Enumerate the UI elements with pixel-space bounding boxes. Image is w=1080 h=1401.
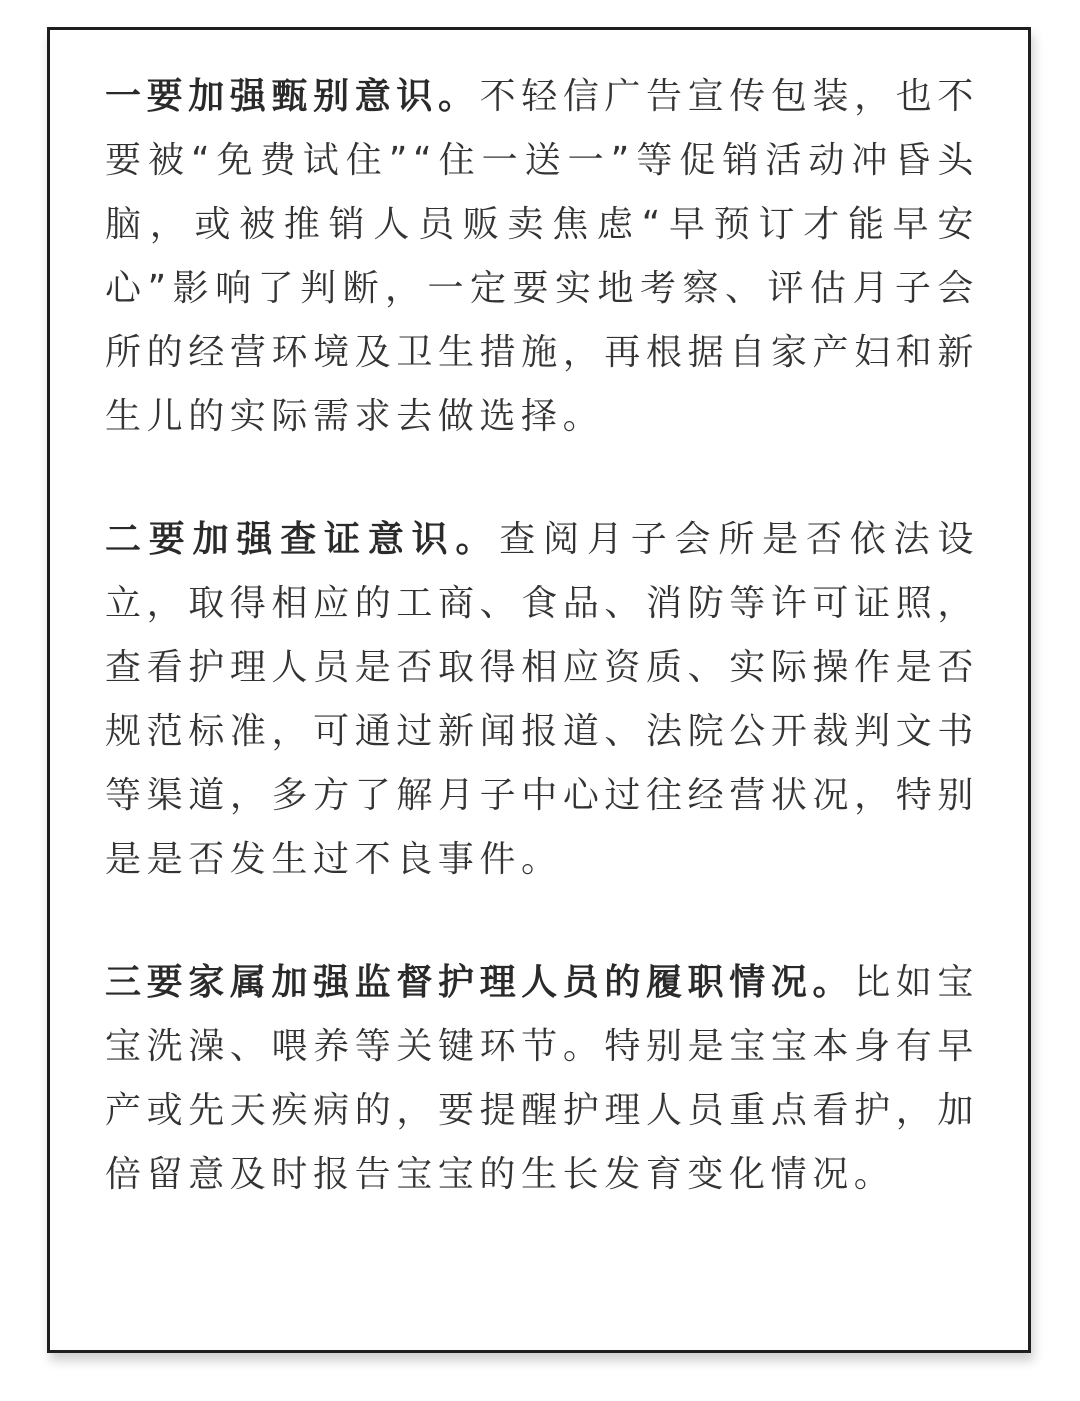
paragraph-3-lead: 三要家属加强监督护理人员的履职情况。	[105, 962, 855, 1003]
paragraph-1-lead: 一要加强甄别意识。	[105, 76, 480, 117]
article-card	[47, 27, 1031, 1353]
paragraph-2	[105, 508, 979, 892]
paragraph-2-lead: 二要加强查证意识。	[105, 519, 500, 560]
paragraph-2-body: 查阅月子会所是否依法设立，取得相应的工商、食品、消防等许可证照，查看护理人员是否取得相应资质、实际操作是否规范标准，可通过新闻报道、法院公开裁判文书等渠道，多方了解月子中心过往经营状况，特别是是否发生过不良事件。	[105, 519, 979, 880]
paragraph-3-body: 比如宝宝洗澡、喂养等关键环节。特别是宝宝本身有早产或先天疾病的，要提醒护理人员重点看护，加倍留意及时报告宝宝的生长发育变化情况。	[105, 962, 979, 1195]
article-content	[105, 65, 979, 1207]
paragraph-3	[105, 951, 979, 1207]
paragraph-1	[105, 65, 979, 449]
paragraph-1-body: 不轻信广告宣传包装，也不要被“免费试住”“住一送一”等促销活动冲昏头脑，或被推销人员贩卖焦虑“早预订才能早安心”影响了判断，一定要实地考察、评估月子会所的经营环境及卫生措施，再根据自家产妇和新生儿的实际需求去做选择。	[105, 76, 979, 437]
